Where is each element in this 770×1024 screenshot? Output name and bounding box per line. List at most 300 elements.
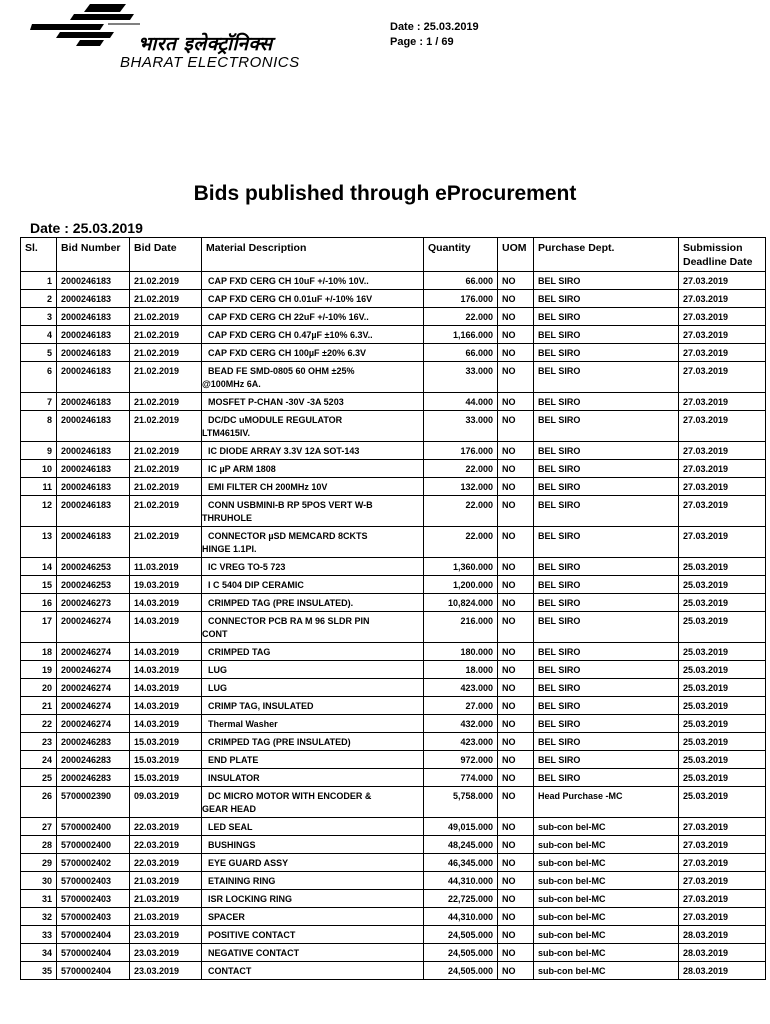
cell-quantity: 176.000 [424,442,498,460]
cell-bid-date: 21.03.2019 [130,872,202,890]
cell-uom: NO [498,558,534,576]
cell-description [202,460,424,478]
cell-bid-number: 5700002402 [57,854,130,872]
description-continuation: CONT [202,629,228,639]
cell-bid-number: 5700002400 [57,836,130,854]
cell-bid-date: 21.02.2019 [130,326,202,344]
cell-sl: 6 [21,362,57,393]
description-line: IC DIODE ARRAY 3.3V 12A SOT-143 [208,446,360,456]
cell-uom: NO [498,769,534,787]
cell-deadline: 27.03.2019 [679,496,766,527]
cell-uom: NO [498,854,534,872]
cell-quantity: 22,725.000 [424,890,498,908]
cell-description [202,854,424,872]
description-line: EYE GUARD ASSY [208,858,289,868]
cell-sl: 7 [21,393,57,411]
cell-purchase-dept: BEL SIRO [534,576,679,594]
cell-uom: NO [498,661,534,679]
cell-description [202,594,424,612]
cell-purchase-dept: BEL SIRO [534,272,679,290]
cell-purchase-dept: BEL SIRO [534,478,679,496]
cell-description [202,393,424,411]
cell-deadline: 27.03.2019 [679,308,766,326]
cell-bid-number: 2000246183 [57,393,130,411]
header-meta [390,20,479,50]
table-row [21,272,766,290]
table-row [21,411,766,442]
cell-purchase-dept: BEL SIRO [534,751,679,769]
cell-sl: 16 [21,594,57,612]
header-page: Page : 1 / 69 [390,36,454,48]
description-line: I C 5404 DIP CERAMIC [208,580,304,590]
cell-quantity: 33.000 [424,411,498,442]
cell-bid-number: 2000246183 [57,496,130,527]
cell-bid-number: 2000246273 [57,594,130,612]
cell-description [202,308,424,326]
cell-sl: 11 [21,478,57,496]
cell-purchase-dept: BEL SIRO [534,661,679,679]
cell-quantity: 22.000 [424,496,498,527]
table-row [21,787,766,818]
cell-bid-date: 21.02.2019 [130,527,202,558]
cell-uom: NO [498,697,534,715]
cell-description [202,326,424,344]
cell-bid-date: 21.02.2019 [130,272,202,290]
cell-bid-date: 11.03.2019 [130,558,202,576]
col-bid-date: Bid Date [130,238,202,272]
cell-uom: NO [498,460,534,478]
cell-deadline: 27.03.2019 [679,362,766,393]
cell-sl: 12 [21,496,57,527]
cell-quantity: 44,310.000 [424,908,498,926]
description-line: CRIMPED TAG [208,647,271,657]
cell-bid-date: 21.02.2019 [130,411,202,442]
cell-quantity: 423.000 [424,733,498,751]
cell-deadline: 27.03.2019 [679,908,766,926]
cell-bid-date: 14.03.2019 [130,612,202,643]
description-continuation: @100MHz 6A. [202,379,261,389]
cell-sl: 20 [21,679,57,697]
cell-quantity: 24,505.000 [424,962,498,980]
cell-quantity: 1,166.000 [424,326,498,344]
cell-description [202,908,424,926]
cell-purchase-dept: sub-con bel-MC [534,926,679,944]
cell-sl: 28 [21,836,57,854]
cell-bid-date: 21.02.2019 [130,290,202,308]
cell-bid-date: 21.02.2019 [130,344,202,362]
cell-deadline: 27.03.2019 [679,411,766,442]
cell-bid-date: 19.03.2019 [130,576,202,594]
cell-bid-date: 14.03.2019 [130,594,202,612]
cell-bid-number: 2000246274 [57,697,130,715]
table-body [21,272,766,980]
cell-description [202,944,424,962]
description-line: CRIMP TAG, INSULATED [208,701,314,711]
cell-bid-date: 21.02.2019 [130,496,202,527]
table-row [21,393,766,411]
cell-uom: NO [498,787,534,818]
cell-bid-date: 09.03.2019 [130,787,202,818]
cell-bid-number: 2000246183 [57,460,130,478]
cell-bid-number: 5700002404 [57,944,130,962]
cell-purchase-dept: sub-con bel-MC [534,872,679,890]
description-line: CAP FXD CERG CH 22uF +/-10% 16V.. [208,312,369,322]
col-purchase-dept: Purchase Dept. [534,238,679,272]
cell-deadline: 27.03.2019 [679,818,766,836]
cell-deadline: 28.03.2019 [679,926,766,944]
cell-quantity: 18.000 [424,661,498,679]
description-line: EMI FILTER CH 200MHz 10V [208,482,328,492]
table-row [21,326,766,344]
cell-uom: NO [498,478,534,496]
table-row [21,908,766,926]
cell-deadline: 25.03.2019 [679,679,766,697]
cell-description [202,362,424,393]
table-row [21,890,766,908]
col-quantity: Quantity [424,238,498,272]
cell-sl: 21 [21,697,57,715]
cell-deadline: 27.03.2019 [679,344,766,362]
cell-purchase-dept: sub-con bel-MC [534,890,679,908]
cell-purchase-dept: BEL SIRO [534,496,679,527]
cell-sl: 14 [21,558,57,576]
description-line: INSULATOR [208,773,260,783]
cell-bid-date: 21.03.2019 [130,908,202,926]
cell-bid-number: 2000246183 [57,308,130,326]
table-row [21,769,766,787]
cell-quantity: 1,200.000 [424,576,498,594]
description-line: CONN USBMINI-B RP 5POS VERT W-B [208,500,373,510]
cell-purchase-dept: BEL SIRO [534,558,679,576]
cell-purchase-dept: BEL SIRO [534,679,679,697]
cell-sl: 24 [21,751,57,769]
cell-sl: 22 [21,715,57,733]
description-line: ETAINING RING [208,876,276,886]
cell-uom: NO [498,326,534,344]
cell-purchase-dept: BEL SIRO [534,326,679,344]
description-line: IC µP ARM 1808 [208,464,276,474]
cell-uom: NO [498,442,534,460]
table-row [21,661,766,679]
description-continuation: LTM4615IV. [202,428,251,438]
cell-deadline: 25.03.2019 [679,661,766,679]
cell-description [202,643,424,661]
description-line: POSITIVE CONTACT [208,930,296,940]
cell-bid-number: 5700002400 [57,818,130,836]
cell-description [202,344,424,362]
cell-bid-number: 2000246274 [57,612,130,643]
cell-deadline: 27.03.2019 [679,272,766,290]
cell-purchase-dept: BEL SIRO [534,612,679,643]
table-row [21,442,766,460]
cell-deadline: 27.03.2019 [679,854,766,872]
cell-description [202,890,424,908]
cell-uom: NO [498,290,534,308]
cell-quantity: 66.000 [424,272,498,290]
cell-bid-date: 21.02.2019 [130,460,202,478]
description-line: LUG [208,683,227,693]
cell-bid-date: 14.03.2019 [130,661,202,679]
cell-bid-date: 15.03.2019 [130,751,202,769]
cell-sl: 19 [21,661,57,679]
cell-sl: 9 [21,442,57,460]
table-row [21,308,766,326]
cell-uom: NO [498,362,534,393]
cell-bid-number: 2000246183 [57,326,130,344]
cell-description [202,576,424,594]
cell-uom: NO [498,643,534,661]
cell-description [202,836,424,854]
description-line: IC VREG TO-5 723 [208,562,286,572]
table-row [21,854,766,872]
cell-deadline: 25.03.2019 [679,643,766,661]
cell-quantity: 46,345.000 [424,854,498,872]
cell-bid-date: 22.03.2019 [130,854,202,872]
cell-sl: 30 [21,872,57,890]
cell-description [202,290,424,308]
cell-deadline: 27.03.2019 [679,460,766,478]
cell-sl: 34 [21,944,57,962]
cell-purchase-dept: BEL SIRO [534,362,679,393]
cell-uom: NO [498,272,534,290]
cell-sl: 2 [21,290,57,308]
cell-uom: NO [498,944,534,962]
cell-deadline: 25.03.2019 [679,594,766,612]
description-line: CRIMPED TAG (PRE INSULATED) [208,737,351,747]
cell-description [202,769,424,787]
cell-description [202,558,424,576]
cell-deadline: 25.03.2019 [679,787,766,818]
cell-bid-number: 2000246283 [57,733,130,751]
cell-description [202,818,424,836]
cell-purchase-dept: BEL SIRO [534,733,679,751]
cell-bid-date: 15.03.2019 [130,769,202,787]
cell-deadline: 27.03.2019 [679,872,766,890]
cell-uom: NO [498,308,534,326]
table-row [21,872,766,890]
cell-description [202,661,424,679]
cell-sl: 33 [21,926,57,944]
cell-purchase-dept: BEL SIRO [534,715,679,733]
cell-uom: NO [498,908,534,926]
cell-deadline: 27.03.2019 [679,326,766,344]
bel-logo [30,4,330,70]
cell-quantity: 49,015.000 [424,818,498,836]
table-row [21,944,766,962]
cell-deadline: 27.03.2019 [679,290,766,308]
cell-description [202,872,424,890]
cell-purchase-dept: sub-con bel-MC [534,836,679,854]
cell-quantity: 44,310.000 [424,872,498,890]
cell-quantity: 5,758.000 [424,787,498,818]
bids-table [20,237,766,980]
description-line: Thermal Washer [208,719,278,729]
cell-uom: NO [498,393,534,411]
table-row [21,836,766,854]
cell-bid-date: 14.03.2019 [130,697,202,715]
cell-deadline: 25.03.2019 [679,769,766,787]
table-row [21,751,766,769]
cell-deadline: 25.03.2019 [679,558,766,576]
cell-bid-number: 2000246283 [57,751,130,769]
table-row [21,594,766,612]
cell-sl: 1 [21,272,57,290]
description-continuation: GEAR HEAD [202,804,257,814]
cell-quantity: 33.000 [424,362,498,393]
cell-deadline: 28.03.2019 [679,962,766,980]
cell-sl: 25 [21,769,57,787]
cell-bid-number: 2000246274 [57,679,130,697]
description-line: CONTACT [208,966,252,976]
cell-description [202,496,424,527]
cell-deadline: 27.03.2019 [679,890,766,908]
cell-purchase-dept: BEL SIRO [534,290,679,308]
cell-bid-number: 2000246183 [57,344,130,362]
table-row [21,679,766,697]
cell-purchase-dept: BEL SIRO [534,643,679,661]
cell-uom: NO [498,836,534,854]
cell-description [202,411,424,442]
cell-quantity: 66.000 [424,344,498,362]
cell-bid-number: 5700002404 [57,962,130,980]
cell-purchase-dept: BEL SIRO [534,411,679,442]
cell-bid-number: 2000246183 [57,478,130,496]
cell-bid-date: 23.03.2019 [130,926,202,944]
cell-uom: NO [498,576,534,594]
cell-uom: NO [498,890,534,908]
cell-bid-number: 2000246183 [57,362,130,393]
cell-sl: 23 [21,733,57,751]
cell-quantity: 774.000 [424,769,498,787]
cell-quantity: 176.000 [424,290,498,308]
cell-sl: 4 [21,326,57,344]
cell-sl: 13 [21,527,57,558]
cell-bid-number: 2000246183 [57,290,130,308]
cell-uom: NO [498,344,534,362]
cell-bid-date: 22.03.2019 [130,836,202,854]
cell-description [202,679,424,697]
table-row [21,715,766,733]
description-line: DC MICRO MOTOR WITH ENCODER & [208,791,372,801]
cell-bid-number: 5700002403 [57,872,130,890]
cell-sl: 17 [21,612,57,643]
cell-bid-date: 23.03.2019 [130,962,202,980]
col-submission-deadline: Submission Deadline Date [679,238,766,272]
cell-quantity: 24,505.000 [424,944,498,962]
cell-sl: 10 [21,460,57,478]
table-row [21,290,766,308]
cell-sl: 35 [21,962,57,980]
table-row [21,496,766,527]
col-uom: UOM [498,238,534,272]
cell-description [202,787,424,818]
cell-uom: NO [498,872,534,890]
header-date: Date : 25.03.2019 [390,21,479,33]
cell-bid-date: 21.03.2019 [130,890,202,908]
description-line: END PLATE [208,755,259,765]
cell-purchase-dept: Head Purchase -MC [534,787,679,818]
cell-bid-number: 2000246274 [57,715,130,733]
cell-deadline: 28.03.2019 [679,944,766,962]
description-continuation: THRUHOLE [202,513,252,523]
cell-bid-date: 14.03.2019 [130,643,202,661]
description-line: BEAD FE SMD-0805 60 OHM ±25% [208,366,355,376]
description-line: DC/DC uMODULE REGULATOR [208,415,343,425]
table-row [21,362,766,393]
cell-description [202,527,424,558]
table-row [21,643,766,661]
cell-description [202,478,424,496]
cell-quantity: 132.000 [424,478,498,496]
description-line: NEGATIVE CONTACT [208,948,300,958]
description-line: CONNECTOR µSD MEMCARD 8CKTS [208,531,368,541]
cell-sl: 8 [21,411,57,442]
cell-bid-number: 5700002404 [57,926,130,944]
cell-bid-date: 22.03.2019 [130,818,202,836]
cell-purchase-dept: sub-con bel-MC [534,818,679,836]
cell-sl: 18 [21,643,57,661]
page-title: Bids published through eProcurement [193,182,577,205]
cell-bid-date: 14.03.2019 [130,715,202,733]
cell-sl: 32 [21,908,57,926]
cell-quantity: 972.000 [424,751,498,769]
table-header-row [21,238,766,272]
description-line: CONNECTOR PCB RA M 96 SLDR PIN [208,616,370,626]
table-row [21,818,766,836]
description-line: CAP FXD CERG CH 0.47µF ±10% 6.3V.. [208,330,373,340]
table-row [21,460,766,478]
logo-english-text: BHARAT ELECTRONICS [120,54,300,71]
cell-quantity: 48,245.000 [424,836,498,854]
description-continuation: HINGE 1.1PI. [202,544,257,554]
cell-quantity: 22.000 [424,527,498,558]
cell-uom: NO [498,496,534,527]
description-line: BUSHINGS [208,840,256,850]
cell-purchase-dept: BEL SIRO [534,527,679,558]
table-row [21,926,766,944]
cell-uom: NO [498,733,534,751]
cell-purchase-dept: BEL SIRO [534,594,679,612]
cell-quantity: 22.000 [424,460,498,478]
report-date: Date : 25.03.2019 [30,220,143,236]
cell-purchase-dept: sub-con bel-MC [534,944,679,962]
table-row [21,733,766,751]
cell-bid-date: 23.03.2019 [130,944,202,962]
cell-sl: 5 [21,344,57,362]
cell-description [202,926,424,944]
cell-purchase-dept: BEL SIRO [534,460,679,478]
cell-deadline: 25.03.2019 [679,576,766,594]
cell-bid-date: 14.03.2019 [130,679,202,697]
cell-uom: NO [498,715,534,733]
cell-deadline: 25.03.2019 [679,697,766,715]
cell-quantity: 10,824.000 [424,594,498,612]
cell-purchase-dept: sub-con bel-MC [534,962,679,980]
cell-deadline: 27.03.2019 [679,442,766,460]
cell-description [202,715,424,733]
table-row [21,527,766,558]
cell-uom: NO [498,527,534,558]
cell-purchase-dept: sub-con bel-MC [534,908,679,926]
cell-bid-number: 2000246253 [57,576,130,594]
cell-purchase-dept: BEL SIRO [534,344,679,362]
cell-quantity: 24,505.000 [424,926,498,944]
description-line: LED SEAL [208,822,253,832]
table-row [21,576,766,594]
cell-bid-date: 21.02.2019 [130,362,202,393]
table-row [21,962,766,980]
cell-deadline: 25.03.2019 [679,612,766,643]
